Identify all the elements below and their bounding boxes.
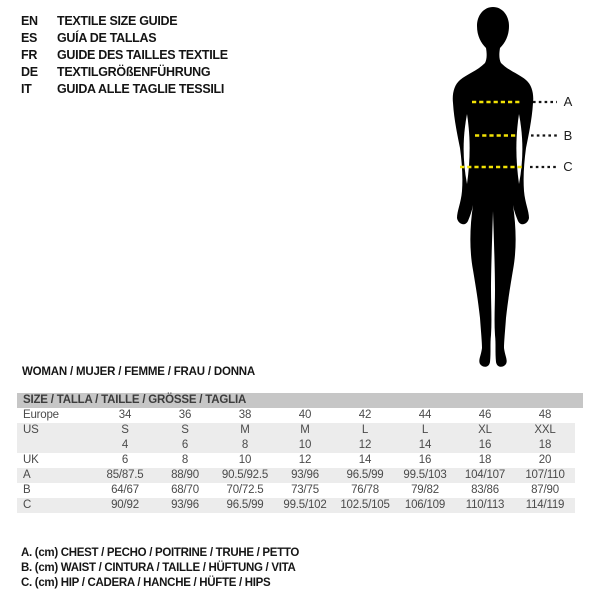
row-label: US — [23, 424, 39, 436]
size-cell: 107/110 — [525, 469, 565, 481]
woman-silhouette-figure — [435, 0, 600, 372]
language-row — [21, 13, 228, 30]
size-cell: 12 — [358, 439, 372, 451]
row-label: C — [23, 499, 32, 511]
size-cell: 87/90 — [531, 484, 559, 496]
size-cell: M — [300, 424, 310, 436]
size-cell: 8 — [181, 454, 189, 466]
marker-label-b: B — [563, 127, 573, 143]
size-cell: 36 — [178, 409, 192, 421]
size-table-row-us — [17, 423, 575, 438]
size-cell: 110/113 — [465, 499, 505, 511]
size-table-row — [17, 438, 575, 453]
size-cell: S — [181, 424, 189, 436]
size-cell: 96.5/99 — [346, 469, 384, 481]
size-cell: 16 — [418, 454, 432, 466]
row-label: A — [23, 469, 31, 481]
size-cell: 44 — [418, 409, 432, 421]
size-cell: 18 — [478, 454, 492, 466]
size-cell: 42 — [358, 409, 372, 421]
marker-label-a: A — [563, 94, 573, 109]
row-label: UK — [23, 454, 39, 466]
size-cell: 16 — [478, 439, 492, 451]
language-label: GUIDA ALLE TAGLIE TESSILI — [57, 82, 225, 96]
size-cell: 70/72.5 — [226, 484, 264, 496]
language-label: TEXTILE SIZE GUIDE — [57, 14, 178, 28]
language-row — [21, 30, 228, 47]
size-table-header: SIZE / TALLA / TAILLE / GRÖSSE / TAGLIA — [17, 393, 583, 408]
size-cell: 68/70 — [171, 484, 199, 496]
size-cell: 34 — [118, 409, 132, 421]
language-list — [21, 13, 228, 98]
size-cell: 104/107 — [464, 469, 506, 481]
measurement-legend — [21, 546, 299, 591]
legend-row-c: C. (cm) HIP / CADERA / HANCHE / HÜFTE / HIPS — [21, 577, 271, 589]
size-cell: 40 — [298, 409, 312, 421]
size-cell: 79/82 — [411, 484, 439, 496]
size-cell: 64/67 — [111, 484, 139, 496]
size-cell: S — [121, 424, 129, 436]
marker-label-c: C — [563, 159, 573, 174]
language-label: GUIDE DES TAILLES TEXTILE — [57, 48, 228, 62]
table-title: WOMAN / MUJER / FEMME / FRAU / DONNA — [22, 366, 256, 378]
size-cell: 8 — [241, 439, 249, 451]
size-cell: 99.5/103 — [403, 469, 447, 481]
legend-row-b: B. (cm) WAIST / CINTURA / TAILLE / HÜFTUNG / VITA — [21, 562, 296, 574]
row-label: Europe — [23, 409, 59, 421]
language-row — [21, 81, 228, 98]
size-cell: 88/90 — [171, 469, 199, 481]
size-cell: 96.5/99 — [226, 499, 264, 511]
language-code: IT — [21, 82, 32, 96]
size-cell: 90.5/92.5 — [221, 469, 269, 481]
size-cell: M — [240, 424, 250, 436]
woman-silhouette — [453, 7, 533, 367]
size-cell: L — [421, 424, 429, 436]
language-code: EN — [21, 14, 38, 28]
size-table-body — [17, 408, 583, 513]
language-code: ES — [21, 31, 38, 45]
language-code: DE — [21, 65, 38, 79]
size-cell: 102.5/105 — [340, 499, 390, 511]
size-cell: 73/75 — [291, 484, 319, 496]
row-label: B — [23, 484, 31, 496]
language-label: TEXTILGRÖßENFÜHRUNG — [57, 65, 211, 79]
size-cell: XL — [478, 424, 492, 436]
size-cell: 14 — [358, 454, 372, 466]
size-cell: 76/78 — [351, 484, 379, 496]
size-table-row-europe — [17, 408, 575, 423]
row-label — [17, 438, 95, 453]
language-row — [21, 64, 228, 81]
size-table-row-c — [17, 498, 575, 513]
size-cell: 10 — [298, 439, 312, 451]
language-label: GUÍA DE TALLAS — [57, 31, 157, 45]
size-cell: 6 — [181, 439, 189, 451]
size-cell: 83/86 — [471, 484, 499, 496]
size-cell: 38 — [238, 409, 252, 421]
size-cell: 18 — [538, 439, 552, 451]
size-cell: 85/87.5 — [106, 469, 144, 481]
size-cell: 93/96 — [171, 499, 199, 511]
size-cell: 10 — [238, 454, 252, 466]
legend-row-a: A. (cm) CHEST / PECHO / POITRINE / TRUHE / PETTO — [21, 547, 300, 559]
size-cell: 106/109 — [404, 499, 446, 511]
size-cell: 14 — [418, 439, 432, 451]
size-cell: 12 — [298, 454, 312, 466]
size-cell: 114/119 — [525, 499, 565, 511]
size-cell: 99.5/102 — [283, 499, 327, 511]
size-cell: XXL — [534, 424, 556, 436]
size-table-row-a — [17, 468, 575, 483]
size-cell: 20 — [538, 454, 552, 466]
size-cell: 93/96 — [291, 469, 319, 481]
size-cell: 46 — [478, 409, 492, 421]
size-table — [17, 393, 583, 513]
size-cell: L — [361, 424, 369, 436]
size-table-row-uk — [17, 453, 575, 468]
size-cell: 90/92 — [111, 499, 139, 511]
language-row — [21, 47, 228, 64]
size-cell: 48 — [538, 409, 552, 421]
language-code: FR — [21, 48, 38, 62]
size-cell: 4 — [121, 439, 129, 451]
size-cell: 6 — [121, 454, 129, 466]
size-table-row-b — [17, 483, 575, 498]
